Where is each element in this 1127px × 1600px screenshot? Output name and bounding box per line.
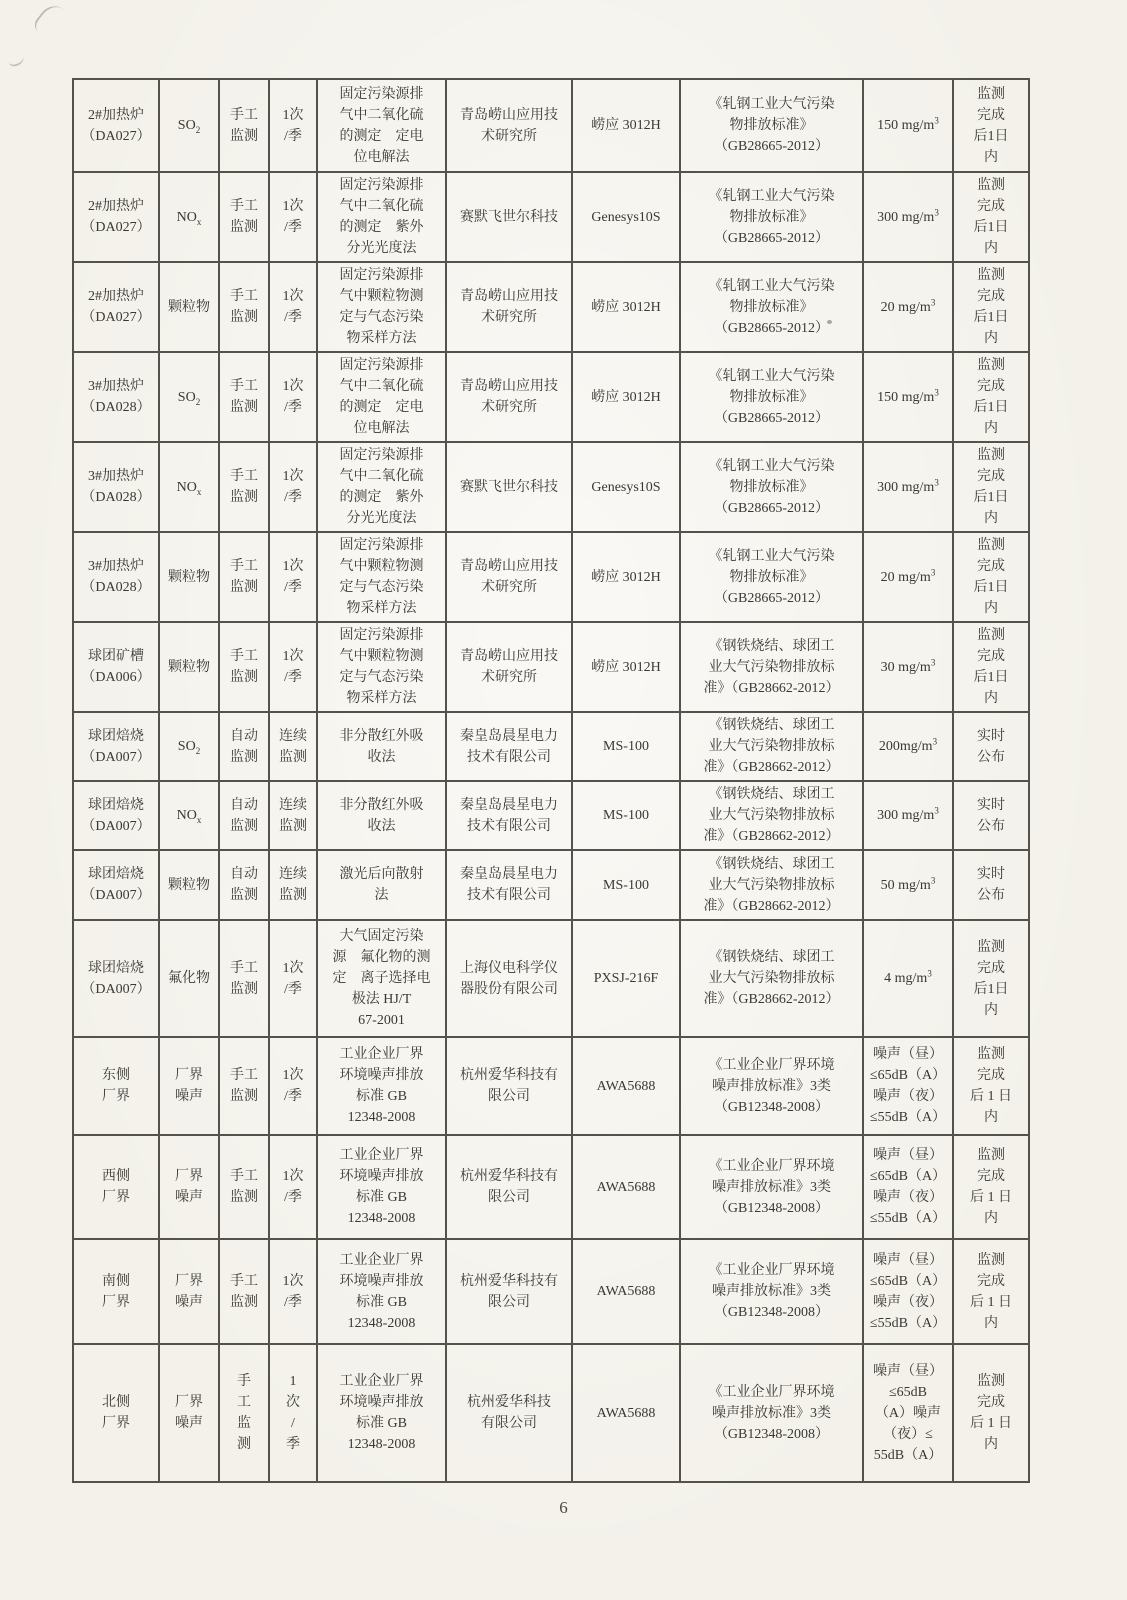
- cell-frequency: 连续 监测: [269, 850, 317, 920]
- cell-publication: 监测 完成 后1日 内: [953, 79, 1029, 172]
- cell-frequency: 1次 /季: [269, 1239, 317, 1344]
- cell-limit: 噪声（昼） ≤65dB （A）噪声 （夜）≤ 55dB（A）: [863, 1344, 953, 1482]
- cell-method: 非分散红外吸 收法: [317, 712, 446, 781]
- table-row: [73, 442, 1029, 532]
- cell-instrument: PXSJ-216F: [572, 920, 680, 1037]
- cell-method: 大气固定污染 源 氟化物的测 定 离子选择电 极法 HJ/T 67-2001: [317, 920, 446, 1037]
- cell-method: 固定污染源排 气中颗粒物测 定与气态污染 物采样方法: [317, 532, 446, 622]
- cell-monitor-mode: 手工 监测: [219, 532, 269, 622]
- cell-standard: 《钢铁烧结、球团工 业大气污染物排放标 准》（GB28662-2012）: [680, 622, 863, 712]
- cell-monitor-mode: 手工 监测: [219, 1037, 269, 1135]
- monitoring-table: [72, 78, 1030, 1483]
- cell-instrument: 崂应 3012H: [572, 622, 680, 712]
- cell-monitor-mode: 手工 监测: [219, 622, 269, 712]
- cell-pollutant: 厂界 噪声: [159, 1239, 219, 1344]
- cell-instrument: 崂应 3012H: [572, 532, 680, 622]
- table-row: [73, 1135, 1029, 1239]
- table-row: [73, 79, 1029, 172]
- cell-frequency: 1次 /季: [269, 622, 317, 712]
- cell-source: 南侧 厂界: [73, 1239, 159, 1344]
- cell-pollutant: $NO_x$: [159, 781, 219, 850]
- cell-instrument: AWA5688: [572, 1239, 680, 1344]
- cell-limit: 300 $mg/m^3$: [863, 781, 953, 850]
- table-row: [73, 920, 1029, 1037]
- cell-source: 球团焙烧 （DA007）: [73, 781, 159, 850]
- pen-mark: [31, 0, 77, 46]
- cell-organization: 青岛崂山应用技 术研究所: [446, 79, 572, 172]
- cell-method: 工业企业厂界 环境噪声排放 标准 GB 12348-2008: [317, 1135, 446, 1239]
- cell-standard: 《钢铁烧结、球团工 业大气污染物排放标 准》（GB28662-2012）: [680, 781, 863, 850]
- cell-organization: 秦皇岛晨星电力 技术有限公司: [446, 712, 572, 781]
- cell-organization: 杭州爱华科技有 限公司: [446, 1135, 572, 1239]
- cell-monitor-mode: 手工 监测: [219, 920, 269, 1037]
- table-row: [73, 712, 1029, 781]
- cell-method: 固定污染源排 气中二氧化硫 的测定 定电 位电解法: [317, 79, 446, 172]
- cell-standard: 《钢铁烧结、球团工 业大气污染物排放标 准》（GB28662-2012）: [680, 850, 863, 920]
- cell-standard: 《轧钢工业大气污染 物排放标准》 （GB28665-2012）: [680, 352, 863, 442]
- cell-source: 3#加热炉 （DA028）: [73, 442, 159, 532]
- cell-pollutant: $SO_2$: [159, 79, 219, 172]
- cell-standard: 《轧钢工业大气污染 物排放标准》 （GB28665-2012）: [680, 79, 863, 172]
- cell-instrument: 崂应 3012H: [572, 79, 680, 172]
- cell-limit: 150 $mg/m^3$: [863, 79, 953, 172]
- cell-limit: 4 $mg/m^3$: [863, 920, 953, 1037]
- table-row: [73, 1344, 1029, 1482]
- cell-monitor-mode: 自动 监测: [219, 850, 269, 920]
- cell-publication: 实时 公布: [953, 850, 1029, 920]
- cell-publication: 监测 完成 后1日 内: [953, 532, 1029, 622]
- cell-method: 工业企业厂界 环境噪声排放 标准 GB 12348-2008: [317, 1037, 446, 1135]
- cell-standard: 《轧钢工业大气污染 物排放标准》 （GB28665-2012）: [680, 262, 863, 352]
- cell-standard: 《工业企业厂界环境 噪声排放标准》3类 （GB12348-2008）: [680, 1135, 863, 1239]
- cell-pollutant: 颗粒物: [159, 262, 219, 352]
- cell-pollutant: 颗粒物: [159, 532, 219, 622]
- table-row: [73, 352, 1029, 442]
- cell-frequency: 连续 监测: [269, 781, 317, 850]
- cell-limit: 300 $mg/m^3$: [863, 442, 953, 532]
- cell-method: 固定污染源排 气中二氧化硫 的测定 紫外 分光光度法: [317, 172, 446, 262]
- cell-source: 东侧 厂界: [73, 1037, 159, 1135]
- cell-source: 球团焙烧 （DA007）: [73, 850, 159, 920]
- cell-instrument: MS-100: [572, 712, 680, 781]
- cell-pollutant: 颗粒物: [159, 850, 219, 920]
- cell-standard: 《钢铁烧结、球团工 业大气污染物排放标 准》（GB28662-2012）: [680, 712, 863, 781]
- cell-standard: 《工业企业厂界环境 噪声排放标准》3类 （GB12348-2008）: [680, 1239, 863, 1344]
- table-row: [73, 781, 1029, 850]
- cell-pollutant: $NO_x$: [159, 172, 219, 262]
- cell-source: 3#加热炉 （DA028）: [73, 532, 159, 622]
- page-number: 6: [559, 1498, 568, 1517]
- cell-publication: 监测 完成 后 1 日 内: [953, 1037, 1029, 1135]
- cell-monitor-mode: 手工 监测: [219, 1239, 269, 1344]
- cell-publication: 实时 公布: [953, 712, 1029, 781]
- cell-pollutant: 氟化物: [159, 920, 219, 1037]
- cell-monitor-mode: 手工 监测: [219, 1135, 269, 1239]
- cell-pollutant: $NO_x$: [159, 442, 219, 532]
- cell-limit: 30 $mg/m^3$: [863, 622, 953, 712]
- table-row: [73, 622, 1029, 712]
- cell-source: 2#加热炉 （DA027）: [73, 262, 159, 352]
- cell-organization: 秦皇岛晨星电力 技术有限公司: [446, 781, 572, 850]
- cell-pollutant: 颗粒物: [159, 622, 219, 712]
- cell-monitor-mode: 手 工 监 测: [219, 1344, 269, 1482]
- cell-instrument: MS-100: [572, 781, 680, 850]
- cell-limit: 300 $mg/m^3$: [863, 172, 953, 262]
- cell-instrument: 崂应 3012H: [572, 262, 680, 352]
- table-row: [73, 850, 1029, 920]
- cell-instrument: Genesys10S: [572, 172, 680, 262]
- cell-organization: 青岛崂山应用技 术研究所: [446, 622, 572, 712]
- cell-organization: 秦皇岛晨星电力 技术有限公司: [446, 850, 572, 920]
- cell-monitor-mode: 手工 监测: [219, 172, 269, 262]
- cell-source: 球团矿槽 （DA006）: [73, 622, 159, 712]
- cell-pollutant: 厂界 噪声: [159, 1037, 219, 1135]
- cell-limit: 150 $mg/m^3$: [863, 352, 953, 442]
- cell-method: 固定污染源排 气中二氧化硫 的测定 定电 位电解法: [317, 352, 446, 442]
- cell-method: 非分散红外吸 收法: [317, 781, 446, 850]
- cell-monitor-mode: 手工 监测: [219, 352, 269, 442]
- cell-frequency: 1次 /季: [269, 1037, 317, 1135]
- cell-monitor-mode: 手工 监测: [219, 262, 269, 352]
- cell-method: 固定污染源排 气中二氧化硫 的测定 紫外 分光光度法: [317, 442, 446, 532]
- cell-publication: 监测 完成 后 1 日 内: [953, 1344, 1029, 1482]
- cell-pollutant: $SO_2$: [159, 712, 219, 781]
- cell-limit: 噪声（昼） ≤65dB（A） 噪声（夜） ≤55dB（A）: [863, 1037, 953, 1135]
- cell-source: 3#加热炉 （DA028）: [73, 352, 159, 442]
- cell-limit: 20 $mg/m^3$: [863, 262, 953, 352]
- cell-instrument: AWA5688: [572, 1344, 680, 1482]
- cell-organization: 青岛崂山应用技 术研究所: [446, 262, 572, 352]
- cell-limit: 噪声（昼） ≤65dB（A） 噪声（夜） ≤55dB（A）: [863, 1135, 953, 1239]
- table-row: [73, 1239, 1029, 1344]
- cell-frequency: 1次 /季: [269, 1135, 317, 1239]
- cell-standard: 《轧钢工业大气污染 物排放标准》 （GB28665-2012）: [680, 172, 863, 262]
- cell-method: 固定污染源排 气中颗粒物测 定与气态污染 物采样方法: [317, 262, 446, 352]
- cell-source: 球团焙烧 （DA007）: [73, 920, 159, 1037]
- table-row: [73, 262, 1029, 352]
- cell-frequency: 1次 /季: [269, 532, 317, 622]
- cell-publication: 监测 完成 后1日 内: [953, 622, 1029, 712]
- cell-monitor-mode: 自动 监测: [219, 781, 269, 850]
- cell-standard: 《钢铁烧结、球团工 业大气污染物排放标 准》（GB28662-2012）: [680, 920, 863, 1037]
- cell-instrument: AWA5688: [572, 1135, 680, 1239]
- cell-limit: 50 $mg/m^3$: [863, 850, 953, 920]
- cell-instrument: 崂应 3012H: [572, 352, 680, 442]
- cell-monitor-mode: 手工 监测: [219, 442, 269, 532]
- cell-frequency: 1次 /季: [269, 79, 317, 172]
- cell-organization: 青岛崂山应用技 术研究所: [446, 532, 572, 622]
- cell-publication: 监测 完成 后 1 日 内: [953, 1135, 1029, 1239]
- cell-method: 工业企业厂界 环境噪声排放 标准 GB 12348-2008: [317, 1239, 446, 1344]
- cell-frequency: 1次 /季: [269, 920, 317, 1037]
- table-row: [73, 532, 1029, 622]
- table-row: [73, 172, 1029, 262]
- cell-publication: 监测 完成 后1日 内: [953, 442, 1029, 532]
- cell-pollutant: 厂界 噪声: [159, 1135, 219, 1239]
- cell-limit: 噪声（昼） ≤65dB（A） 噪声（夜） ≤55dB（A）: [863, 1239, 953, 1344]
- cell-publication: 监测 完成 后1日 内: [953, 920, 1029, 1037]
- cell-standard: 《轧钢工业大气污染 物排放标准》 （GB28665-2012）: [680, 532, 863, 622]
- cell-source: 2#加热炉 （DA027）: [73, 172, 159, 262]
- cell-organization: 青岛崂山应用技 术研究所: [446, 352, 572, 442]
- cell-source: 2#加热炉 （DA027）: [73, 79, 159, 172]
- cell-limit: 20 $mg/m^3$: [863, 532, 953, 622]
- cell-publication: 监测 完成 后1日 内: [953, 172, 1029, 262]
- cell-organization: 上海仪电科学仪 器股份有限公司: [446, 920, 572, 1037]
- cell-frequency: 1次 /季: [269, 442, 317, 532]
- cell-pollutant: 厂界 噪声: [159, 1344, 219, 1482]
- cell-source: 球团焙烧 （DA007）: [73, 712, 159, 781]
- cell-organization: 杭州爱华科技有 限公司: [446, 1239, 572, 1344]
- cell-frequency: 1 次 / 季: [269, 1344, 317, 1482]
- cell-publication: 实时 公布: [953, 781, 1029, 850]
- cell-organization: 赛默飞世尔科技: [446, 442, 572, 532]
- cell-standard: 《工业企业厂界环境 噪声排放标准》3类 （GB12348-2008）: [680, 1037, 863, 1135]
- cell-monitor-mode: 手工 监测: [219, 79, 269, 172]
- cell-frequency: 1次 /季: [269, 172, 317, 262]
- cell-method: 固定污染源排 气中颗粒物测 定与气态污染 物采样方法: [317, 622, 446, 712]
- cell-method: 激光后向散射 法: [317, 850, 446, 920]
- cell-organization: 赛默飞世尔科技: [446, 172, 572, 262]
- cell-frequency: 1次 /季: [269, 352, 317, 442]
- table-row: [73, 1037, 1029, 1135]
- cell-organization: 杭州爱华科技 有限公司: [446, 1344, 572, 1482]
- cell-standard: 《工业企业厂界环境 噪声排放标准》3类 （GB12348-2008）: [680, 1344, 863, 1482]
- cell-organization: 杭州爱华科技有 限公司: [446, 1037, 572, 1135]
- cell-source: 西侧 厂界: [73, 1135, 159, 1239]
- cell-monitor-mode: 自动 监测: [219, 712, 269, 781]
- cell-publication: 监测 完成 后1日 内: [953, 262, 1029, 352]
- cell-publication: 监测 完成 后 1 日 内: [953, 1239, 1029, 1344]
- cell-standard: 《轧钢工业大气污染 物排放标准》 （GB28665-2012）: [680, 442, 863, 532]
- cell-instrument: MS-100: [572, 850, 680, 920]
- cell-limit: $200mg/m^3$: [863, 712, 953, 781]
- pen-mark: [7, 50, 26, 67]
- cell-frequency: 连续 监测: [269, 712, 317, 781]
- cell-pollutant: $SO_2$: [159, 352, 219, 442]
- cell-publication: 监测 完成 后1日 内: [953, 352, 1029, 442]
- cell-instrument: AWA5688: [572, 1037, 680, 1135]
- cell-instrument: Genesys10S: [572, 442, 680, 532]
- cell-method: 工业企业厂界 环境噪声排放 标准 GB 12348-2008: [317, 1344, 446, 1482]
- cell-source: 北侧 厂界: [73, 1344, 159, 1482]
- cell-frequency: 1次 /季: [269, 262, 317, 352]
